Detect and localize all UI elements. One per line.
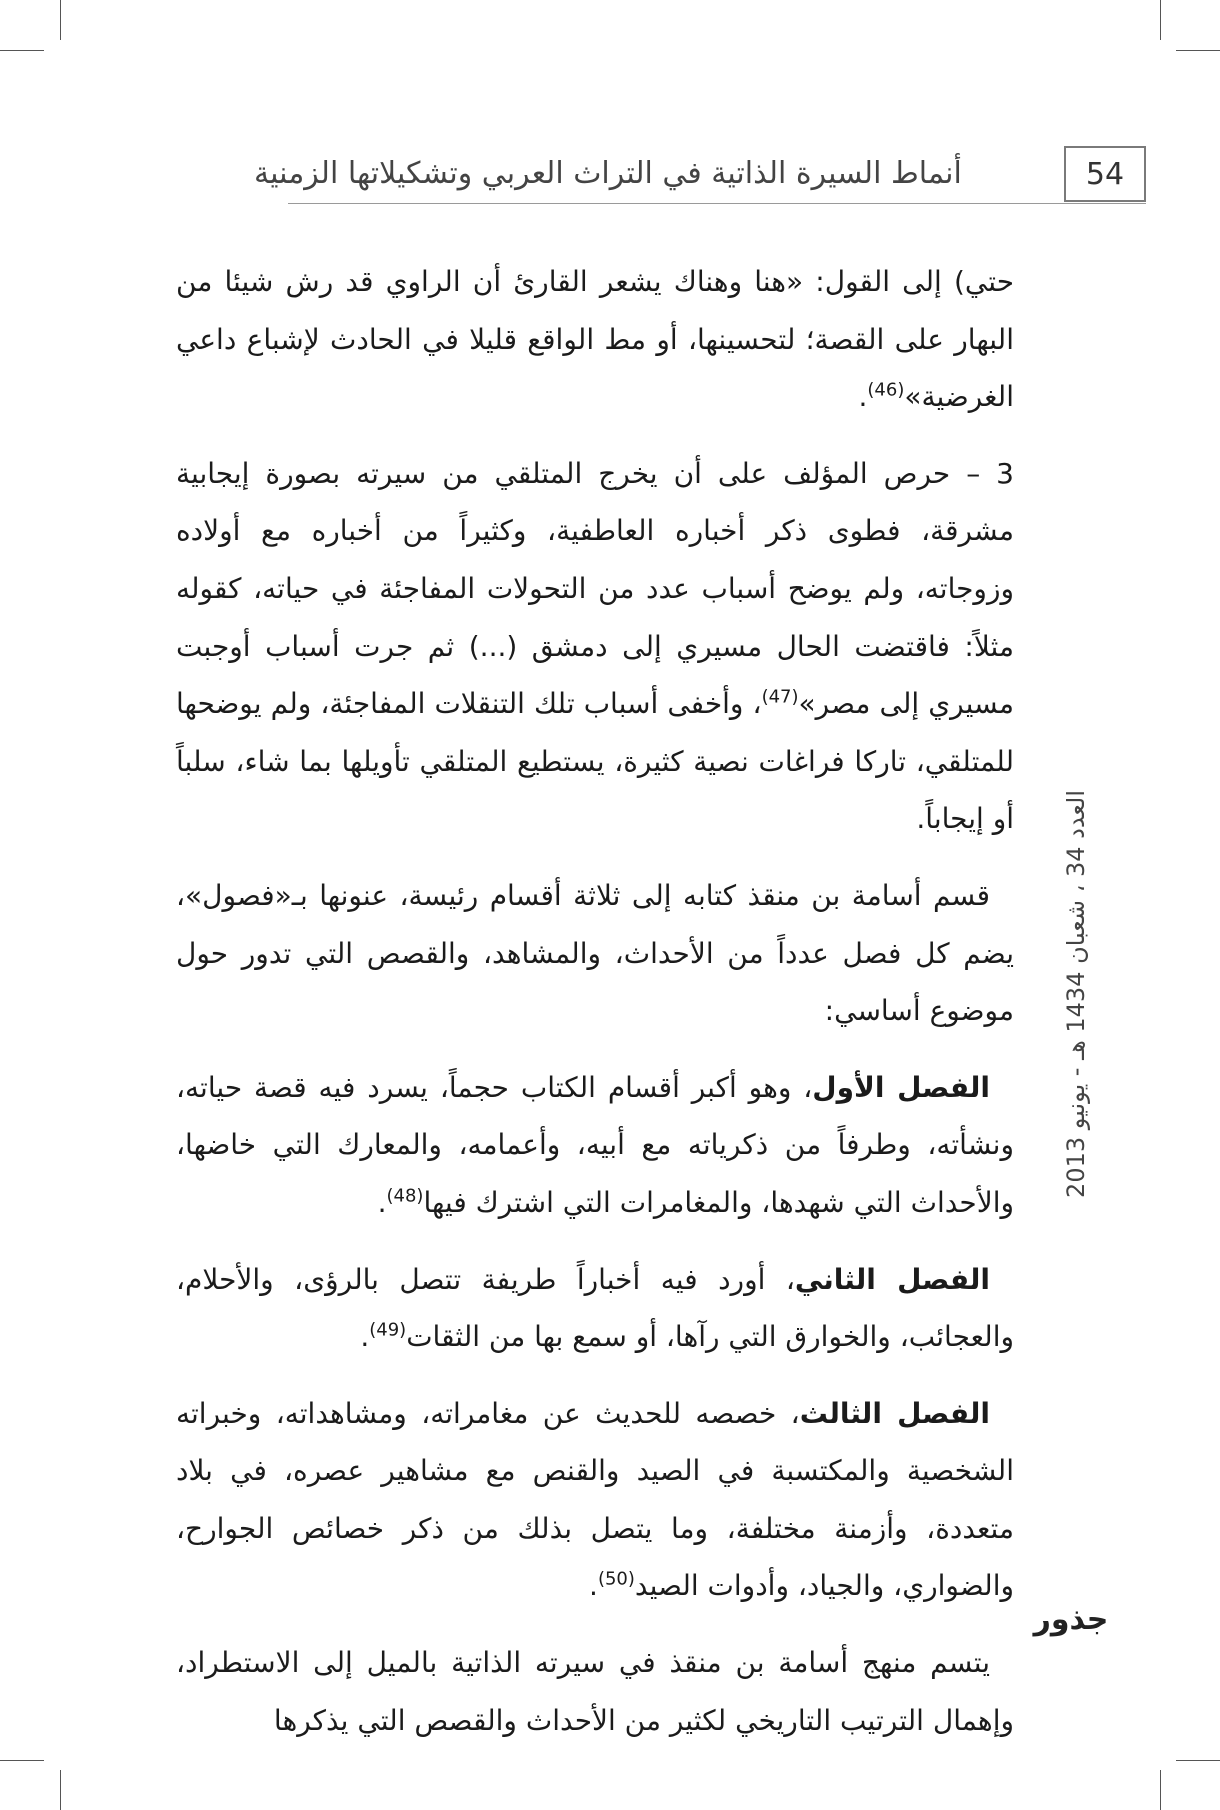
list-item-3 xyxy=(176,445,1014,848)
paragraph-third-section xyxy=(176,1385,1014,1615)
crop-mark-bottom-left-v xyxy=(60,1770,61,1810)
running-title: أنماط السيرة الذاتية في التراث العربي وتشكيلاتها الزمنية xyxy=(254,156,962,191)
crop-mark-top-right-v xyxy=(1160,0,1161,40)
crop-mark-bottom-left-h xyxy=(0,1760,44,1761)
paragraph-method xyxy=(176,1634,1014,1749)
crop-mark-top-left-h xyxy=(0,50,44,51)
section-term: الفصل الثاني xyxy=(794,1262,990,1296)
paragraph-second-section xyxy=(176,1251,1014,1366)
paragraph-text: حتي) إلى القول: «هنا وهناك يشعر القارئ أن الراوي قد رش شيئا من البهار على القصة؛ لتحسينها، أو مط الواقع قليلا في الحادث لإشباع داعي الغرضية» xyxy=(176,265,1014,414)
paragraph-text: 3 – حرص المؤلف على أن يخرج المتلقي من سيرته بصورة إيجابية مشرقة، فطوى ذكر أخباره العاطفية، وكثيراً من أخباره مع أولاده وزوجاته، ولم يوضح أسباب عدد من التحولات المفاجئة في حياته، كقوله مثلاً: فاقتضت الحال مسيري إلى دمشق (...) ثم جرت أسباب أوجبت مسيري إلى مصر» xyxy=(176,456,1014,721)
section-term: الفصل الأول xyxy=(812,1070,990,1104)
crop-mark-top-left-v xyxy=(60,0,61,40)
paragraph-text: ، خصصه للحديث عن مغامراته، ومشاهداته، وخبراته الشخصية والمكتسبة في الصيد والقنص مع مشاهير عصره، في بلاد متعددة، وأزمنة مختلفة، وما يتصل بذلك من ذكر خصائص الجوارح، والضواري، والجياد، وأدوات الصيد xyxy=(176,1396,1014,1603)
footnote-ref: (49) xyxy=(369,1319,407,1341)
paragraph-text: ، أورد فيه أخباراً طريفة تتصل بالرؤى، والأحلام، والعجائب، والخوارق التي رآها، أو سمع بها من الثقات xyxy=(176,1262,1014,1354)
paragraph-quote-continuation xyxy=(176,253,1014,426)
footnote-ref: (50) xyxy=(597,1569,635,1591)
paragraph-text: يتسم منهج أسامة بن منقذ في سيرته الذاتية بالميل إلى الاستطراد، وإهمال الترتيب التاريخي لكثير من الأحداث والقصص التي يذكرها xyxy=(176,1646,1014,1737)
crop-mark-bottom-right-h xyxy=(1176,1760,1220,1761)
footnote-ref: (46) xyxy=(867,379,905,401)
section-term: الفصل الثالث xyxy=(799,1396,990,1430)
footnote-ref: (48) xyxy=(386,1185,424,1207)
paragraph-sections-intro xyxy=(176,867,1014,1040)
paragraph-text: . xyxy=(589,1569,598,1603)
body-text xyxy=(176,253,1014,1768)
page-number: 54 xyxy=(1064,146,1146,202)
paragraph-text: . xyxy=(360,1320,370,1354)
footnote-ref: (47) xyxy=(761,686,799,708)
journal-logo: جذور xyxy=(1033,1601,1109,1637)
crop-mark-top-right-h xyxy=(1176,50,1220,51)
crop-mark-bottom-right-v xyxy=(1160,1770,1161,1810)
paragraph-text: ، وهو أكبر أقسام الكتاب حجماً، يسرد فيه قصة حياته، ونشأته، وطرفاً من ذكرياته مع أبيه، وأعمامه، والمعارك التي خاضها، والأحداث التي شهدها، والمغامرات التي اشترك فيها xyxy=(176,1070,1014,1219)
paragraph-text: . xyxy=(858,380,868,414)
paragraph-first-section xyxy=(176,1059,1014,1232)
paragraph-text: ، وأخفى أسباب تلك التنقلات المفاجئة، ولم يوضحها للمتلقي، تاركا فراغات نصية كثيرة، يستطيع المتلقي تأويلها بما شاء، سلباً أو إيجاباً. xyxy=(176,687,1014,836)
paragraph-text: . xyxy=(377,1185,387,1219)
paragraph-text: قسم أسامة بن منقذ كتابه إلى ثلاثة أقسام رئيسة، عنونها بـ«فصول»، يضم كل فصل عدداً من الأحداث، والمشاهد، والقصص التي تدور حول موضوع أساسي: xyxy=(176,878,1014,1028)
header-rule xyxy=(288,203,1146,204)
issue-info-vertical: العدد 34 ، شعبان 1434 هـ - يونيو 2013 xyxy=(1062,790,1090,1198)
